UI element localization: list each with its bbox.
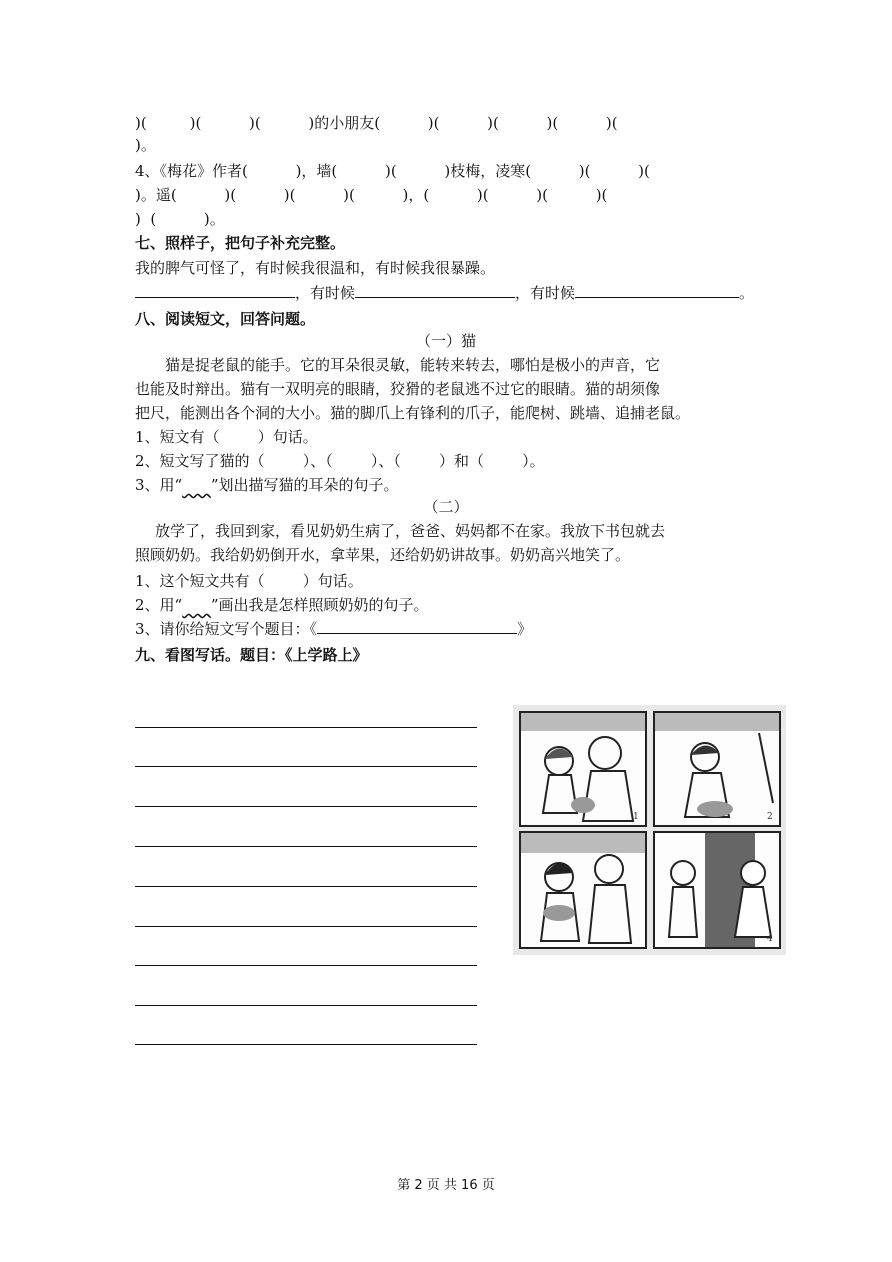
question-3: 3、用“ ”划出描写猫的耳朵的句子。 xyxy=(135,476,399,494)
writing-line[interactable] xyxy=(135,806,477,807)
comic-panel-3 xyxy=(519,831,647,949)
section7-example: 我的脾气可怪了，有时候我很温和，有时候我很暴躁。 xyxy=(135,259,496,277)
writing-line[interactable] xyxy=(135,1044,477,1045)
passage2-line-1: 放学了，我回到家，看见奶奶生病了，爸爸、妈妈都不在家。我放下书包就去 xyxy=(155,522,666,540)
writing-line[interactable] xyxy=(135,965,477,966)
svg-text:2: 2 xyxy=(767,812,773,822)
panel-4-drawing-icon xyxy=(655,833,779,947)
writing-line[interactable] xyxy=(135,886,477,887)
question-5: 2、用“ ”画出我是怎样照顾奶奶的句子。 xyxy=(135,596,429,614)
section7-fill-row: ，有时候 ，有时候 。 xyxy=(135,282,754,304)
comic-panel-2 xyxy=(653,711,781,827)
page-footer: 第 2 页 共 16 页 xyxy=(397,1178,495,1193)
writing-line[interactable] xyxy=(135,766,477,767)
fill-line-3: 4、《梅花》作者( )，墙( )( )枝梅，凌寒( )( )( xyxy=(135,162,650,180)
passage1-line-1: 猫是捉老鼠的能手。它的耳朵很灵敏，能转来转去，哪怕是极小的声音，它 xyxy=(165,356,661,374)
blank-1[interactable] xyxy=(135,283,295,298)
question-6: 3、请你给短文写个题目：《 》 xyxy=(135,620,533,638)
passage2-line-2: 照顾奶奶。我给奶奶倒开水，拿苹果，还给奶奶讲故事。奶奶高兴地笑了。 xyxy=(135,546,631,564)
question-1: 1、短文有（ ）句话。 xyxy=(135,428,318,446)
section7-heading: 七、照样子，把句子补充完整。 xyxy=(135,234,346,252)
fill-line-1: )( )( )( )的小朋友( )( )( )( )( xyxy=(135,114,618,132)
svg-text:4: 4 xyxy=(767,934,773,944)
wavy-mark xyxy=(182,476,211,494)
comic-panel-4 xyxy=(653,831,781,949)
panel-1-drawing-icon xyxy=(521,713,645,825)
writing-line[interactable] xyxy=(135,926,477,927)
comic-panel-1 xyxy=(519,711,647,827)
passage2-title: （二） xyxy=(423,498,469,516)
writing-line[interactable] xyxy=(135,1005,477,1006)
section9-heading: 九、看图写话。题目：《上学路上》 xyxy=(135,646,368,664)
blank-3[interactable] xyxy=(575,283,739,298)
passage1-title: （一）猫 xyxy=(415,332,476,350)
title-blank[interactable] xyxy=(317,619,517,634)
fill-line-4: )。遥( )( )( )( )，( )( )( )( xyxy=(135,186,608,204)
svg-text:1: 1 xyxy=(633,812,639,822)
comic-illustration xyxy=(513,705,786,955)
section8-heading: 八、阅读短文，回答问题。 xyxy=(135,310,316,328)
passage1-line-2: 也能及时辩出。猫有一双明亮的眼睛，狡猾的老鼠逃不过它的眼睛。猫的胡须像 xyxy=(135,380,661,398)
wavy-mark xyxy=(182,596,211,614)
fill-line-5: ) ( )。 xyxy=(135,210,225,228)
panel-3-drawing-icon xyxy=(521,833,645,947)
writing-line[interactable] xyxy=(135,727,477,728)
fill-line-2: )。 xyxy=(135,136,156,154)
blank-2[interactable] xyxy=(355,283,515,298)
writing-line[interactable] xyxy=(135,846,477,847)
question-4: 1、这个短文共有（ ）句话。 xyxy=(135,572,363,590)
panel-2-drawing-icon xyxy=(655,713,779,825)
passage1-line-3: 把尺，能测出各个洞的大小。猫的脚爪上有锋利的爪子，能爬树、跳墙、追捕老鼠。 xyxy=(135,404,691,422)
question-2: 2、短文写了猫的（ ）、（ ）、（ ）和（ ）。 xyxy=(135,452,545,470)
